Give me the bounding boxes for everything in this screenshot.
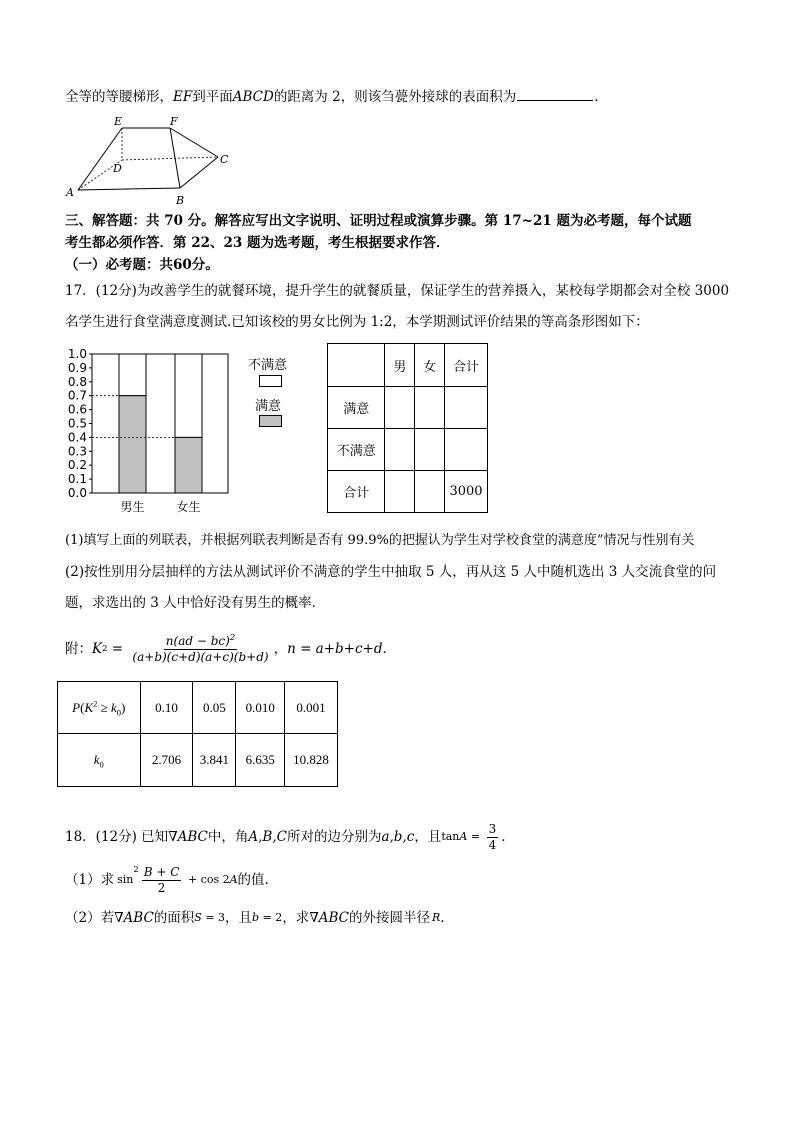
- table-row: [58, 734, 338, 787]
- row-label-satisfied: 满意: [328, 387, 385, 429]
- edge-ae: [78, 128, 122, 190]
- table-header-row: [328, 344, 488, 387]
- q18-p1-tail: 的值.: [237, 872, 269, 888]
- segment-ef: EF: [173, 89, 193, 105]
- p-value-cell: 0.001: [285, 682, 338, 734]
- grand-total-cell: 3000: [445, 471, 488, 513]
- q16-text: 全等的等腰梯形，: [65, 89, 173, 105]
- p-value-cell: 0.05: [193, 682, 236, 734]
- table-cell: [385, 387, 415, 429]
- tan-fraction: [487, 822, 499, 853]
- label-b: B: [176, 194, 185, 207]
- p-close-paren: ): [121, 699, 126, 715]
- label-e: E: [114, 115, 123, 128]
- q17-line-1: 17．(12分)为改善学生的就餐环境，提升学生的就餐质量，保证学生的营养摄入，某校每学期都会对全校 3000: [65, 283, 730, 299]
- p-k0-sub: 0: [116, 707, 122, 718]
- formula-denominator: (a+b)(c+d)(a+c)(b+d): [132, 649, 269, 664]
- q18-p2-text: 的外接圆半径: [349, 910, 430, 926]
- p-symbol: P: [72, 699, 81, 715]
- formula-comma: ，: [273, 641, 288, 657]
- critical-value-table: [57, 681, 338, 787]
- y-tick-label: 0.9: [67, 360, 87, 375]
- table-row: [328, 387, 488, 429]
- k0-value-cell: 2.706: [140, 734, 193, 787]
- label-d: D: [113, 162, 122, 175]
- q17-part-2-line-2: 题，求选出的 3 人中恰好没有男生的概率．: [65, 595, 326, 611]
- formula-n-def: n = a+b+c+d: [287, 641, 383, 657]
- section-heading-line-1: 三、解答题：共 70 分。解答应写出文字说明、证明过程或演算步骤。第 17~21 题为必考题，每个试题: [65, 213, 692, 229]
- tan-arg: A: [459, 830, 468, 843]
- y-tick-label: 0.8: [67, 374, 87, 389]
- plot-frame: [92, 354, 228, 493]
- header-female: 女: [415, 344, 445, 387]
- q18-text: ，且: [414, 829, 442, 845]
- q18-text: 所对的边分别为: [286, 829, 382, 845]
- q18-text: 18．(12分) 已知: [65, 829, 169, 845]
- legend-swatch-satisfied: [259, 415, 282, 427]
- formula-num-text: n(ad − bc): [165, 633, 230, 648]
- half-angle-numerator: B + C: [143, 864, 180, 879]
- formula-num-sup: 2: [229, 632, 236, 643]
- table-cell: [445, 387, 488, 429]
- header-total: 合计: [445, 344, 488, 387]
- table-cell: [445, 429, 488, 471]
- formula-k: K: [92, 641, 103, 657]
- tan-function: tan: [441, 830, 460, 843]
- bar-satisfied-0: [119, 396, 146, 493]
- angles-abc: A,B,C: [248, 829, 287, 845]
- edge-dc-hidden: [122, 157, 218, 160]
- y-tick-label: 0.5: [67, 416, 87, 431]
- formula-numerator: [164, 634, 237, 650]
- y-tick-label: 1.0: [67, 347, 87, 361]
- q16-text: 到平面: [192, 89, 233, 105]
- p-open-paren: (: [80, 699, 85, 715]
- area-value: = 3: [201, 911, 226, 924]
- q18-stem: [65, 822, 506, 852]
- q18-equals: =: [467, 830, 484, 843]
- solid-figure: [60, 112, 240, 207]
- legend-label-dissatisfied: 不满意: [248, 358, 288, 373]
- formula-fraction: [130, 634, 270, 665]
- p-value-cell: 0.10: [140, 682, 193, 734]
- formula-label: 附：: [65, 641, 92, 657]
- q17-part-2-line-1: (2)按性别用分层抽样的方法从测试评价不满意的学生中抽取 5 人，再从这 5 人中随机选出 3 人交流食堂的问: [65, 564, 717, 580]
- q16-text: 的距离为 2，则该刍甍外接球的表面积为: [273, 89, 517, 105]
- q18-p2-text: ，求: [282, 910, 310, 926]
- cos-arg: A: [229, 873, 238, 886]
- q16-period: .: [594, 89, 599, 105]
- area-s: S: [194, 911, 202, 924]
- label-f: F: [170, 115, 178, 128]
- edge-ab: [78, 188, 180, 190]
- table-cell: [415, 387, 445, 429]
- legend-label-satisfied: 满意: [255, 399, 282, 414]
- section-subheading: （一）必考题：共60分。: [65, 257, 219, 273]
- side-b: b: [252, 911, 260, 924]
- section-heading-line-2: 考生都必须作答．第 22、23 题为选考题，考生根据要求作答．: [65, 235, 450, 251]
- category-label: 男生: [120, 500, 145, 514]
- label-a: A: [66, 186, 74, 199]
- table-cell: [415, 471, 445, 513]
- q16-tail-line: [65, 86, 599, 106]
- k0-symbol: k: [93, 752, 100, 767]
- k0-sub: 0: [99, 759, 104, 770]
- table-row: [58, 682, 338, 734]
- row-label-dissatisfied: 不满意: [328, 429, 385, 471]
- p-k-sup: 2: [93, 698, 98, 709]
- tan-numerator: 3: [488, 821, 497, 836]
- formula-end: ．: [382, 641, 396, 657]
- y-tick-label: 0.7: [67, 388, 87, 403]
- legend-swatch-dissatisfied: [259, 375, 282, 387]
- table-row: [328, 471, 488, 513]
- half-angle-denominator: 2: [157, 880, 166, 895]
- table-row: [328, 429, 488, 471]
- y-tick-label: 0.1: [67, 472, 87, 487]
- radius-r: R: [432, 911, 441, 924]
- k0-value-cell: 6.635: [236, 734, 285, 787]
- header-male: 男: [385, 344, 415, 387]
- q18-p2-end: .: [440, 910, 445, 926]
- triangle-abc: ∇ABC: [114, 910, 154, 926]
- triangle-abc: ∇ABC: [168, 829, 208, 845]
- label-c: C: [220, 153, 229, 166]
- p-ge: ≥: [97, 699, 112, 715]
- table-cell: [385, 471, 415, 513]
- p-value-cell: 0.010: [236, 682, 285, 734]
- bar-satisfied-1: [175, 437, 202, 493]
- edge-cb: [180, 157, 218, 188]
- p-k: K: [84, 699, 94, 715]
- bar-dissatisfied-0: [119, 354, 146, 396]
- p-label-cell: [58, 682, 141, 734]
- q18-text: 中，角: [207, 829, 249, 845]
- tan-denominator: 4: [488, 837, 497, 852]
- y-tick-label: 0.4: [67, 430, 87, 445]
- q18-end: .: [501, 829, 506, 845]
- q18-p1-label: （1）求: [65, 872, 115, 888]
- category-label: 女生: [176, 500, 201, 514]
- edge-fc: [170, 128, 218, 157]
- half-angle-fraction: [142, 865, 182, 896]
- sides-abc: a,b,c: [381, 829, 415, 845]
- y-tick-label: 0.0: [67, 486, 87, 500]
- contingency-table: [327, 343, 488, 513]
- plane-abcd: ABCD: [232, 89, 274, 105]
- k0-value-cell: 3.841: [193, 734, 236, 787]
- y-tick-label: 0.3: [67, 444, 87, 459]
- k0-value-cell: 10.828: [285, 734, 338, 787]
- chi-square-formula: 附： K 2 = $\frac{n(ad - bc)^2}{(a+b)(c+d)(a+c)(b+d)}$ ， n = a+b+c+d ．: [65, 632, 396, 664]
- formula-equals: =: [107, 641, 128, 657]
- bar-dissatisfied-1: [175, 354, 202, 437]
- row-label-total: 合计: [328, 471, 385, 513]
- q18-part-1: （1）求 sin 2 $\frac{B + C}{2}$ + cos 2 A 的值.: [65, 864, 269, 895]
- y-tick-label: 0.6: [67, 402, 87, 417]
- side-b-value: = 2: [259, 911, 283, 924]
- stacked-bar-chart: [60, 345, 240, 517]
- q17-line-2: 名学生进行食堂满意度测试.已知该校的男女比例为 1:2，本学期测试评价结果的等高条形图如下：: [65, 314, 649, 330]
- triangle-abc: ∇ABC: [309, 910, 349, 926]
- cos-term: + cos 2: [184, 873, 230, 886]
- q18-p2-label: （2）若: [65, 910, 115, 926]
- q18-p2-text: ，且: [225, 910, 253, 926]
- sin-function: sin: [117, 873, 134, 886]
- q18-p2-text: 的面积: [153, 910, 195, 926]
- q17-part-1: (1)填写上面的列联表，并根据列联表判断是否有 99.9%的把握认为学生对学校食堂的满意度”情况与性别有关: [65, 533, 695, 548]
- q18-part-2: [65, 908, 445, 928]
- k0-label-cell: [58, 734, 141, 787]
- table-cell: [385, 429, 415, 471]
- table-cell: [415, 429, 445, 471]
- table-corner-cell: [328, 344, 385, 387]
- answer-blank: [517, 86, 593, 101]
- y-tick-label: 0.2: [67, 458, 87, 473]
- p-k0: k: [111, 699, 117, 715]
